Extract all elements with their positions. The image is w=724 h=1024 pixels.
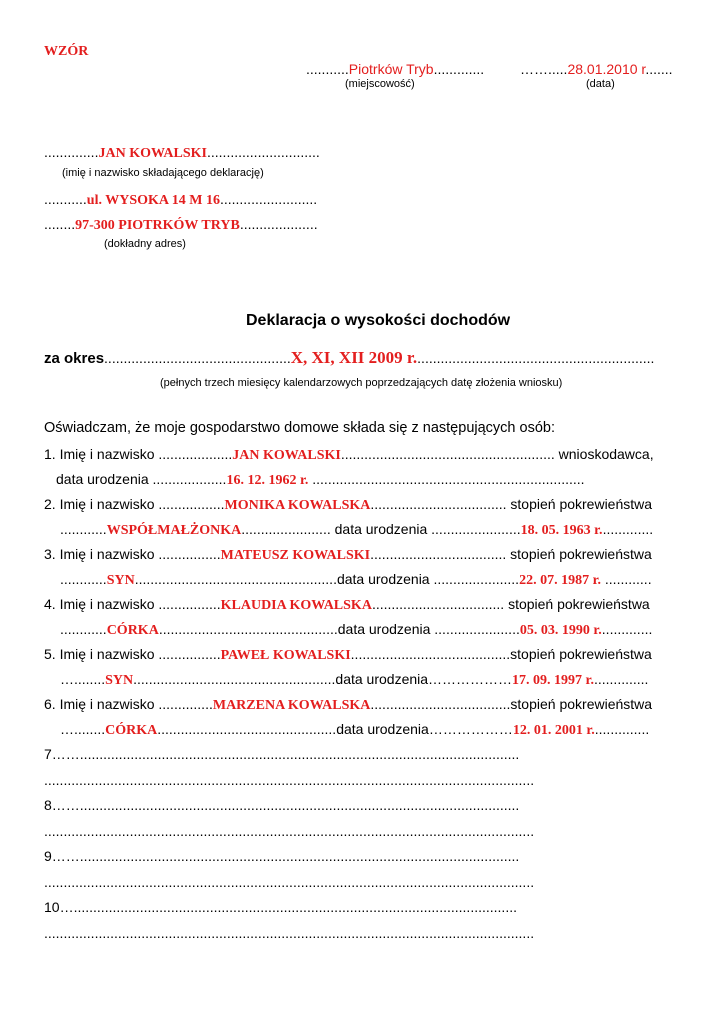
dots: ................ [158, 546, 221, 562]
person-5-rel-line [60, 672, 648, 688]
dots: .............................................. [158, 621, 338, 637]
person-number: 1. [44, 446, 56, 462]
person-6-rel-line [60, 722, 649, 738]
applicant-name-suffix: ............................. [207, 144, 320, 160]
date-caption: (data) [586, 78, 615, 90]
person-2-name-line [44, 497, 652, 513]
applicant-city-line [44, 217, 318, 233]
period-prefix-dots: ................................................ [104, 350, 291, 366]
date-suffix-dots: ....... [645, 61, 673, 77]
empty-row-7-line-2: .............................................................................................................................. [44, 773, 535, 787]
relation-label: stopień pokrewieństwa [510, 496, 653, 512]
person-name: MARZENA KOWALSKA [212, 698, 371, 713]
applicant-city: 97-300 PIOTRKÓW TRYB [75, 218, 240, 233]
dots: ....................... [241, 521, 331, 537]
document-title: Deklaracja o wysokości dochodów [246, 312, 511, 329]
person-2-rel-line [60, 522, 653, 538]
person-name: PAWEŁ KOWALSKI [220, 648, 351, 663]
dots: ……………… [428, 721, 513, 737]
date-line [520, 62, 673, 76]
place-value: Piotrków Tryb [348, 61, 434, 77]
dob-label: data urodzenia [334, 521, 428, 537]
place-line [306, 62, 484, 76]
applicant-name: JAN KOWALSKI [98, 146, 207, 161]
dots: .............. [593, 671, 649, 687]
person-name: MATEUSZ KOWALSKI [220, 548, 371, 563]
applicant-name-prefix: .............. [44, 144, 99, 160]
person-name: JAN KOWALSKI [232, 448, 341, 463]
name-label: Imię i nazwisko [59, 646, 155, 662]
dots: .............................................. [157, 721, 337, 737]
applicant-name-line [44, 145, 320, 161]
period-suffix-dots: ............................................................. [417, 350, 655, 366]
applicant-street: ul. WYSOKA 14 M 16 [86, 193, 220, 208]
dots: .............. [594, 721, 650, 737]
relation-label: stopień pokrewieństwa [508, 596, 650, 612]
person-6-name-line [44, 697, 652, 713]
person-3-rel-line [60, 572, 652, 588]
empty-row-10-line-2: .............................................................................................................................. [44, 926, 535, 940]
empty-row-9-line-1: 9……................................................................................................................. [44, 849, 520, 863]
name-label: Imię i nazwisko [59, 546, 155, 562]
dots: ....................................................... [340, 446, 555, 462]
person-relation: WSPÓŁMAŁŻONKA [106, 523, 242, 538]
dots: ............. [602, 521, 654, 537]
dots: ......................................... [350, 646, 511, 662]
person-dob: 05. 03. 1990 r. [519, 623, 602, 638]
person-4-rel-line [60, 622, 652, 638]
person-dob: 17. 09. 1997 r. [512, 673, 594, 688]
name-label: Imię i nazwisko [59, 596, 155, 612]
dob-label: data urodzenia [337, 621, 431, 637]
dots: ................. [158, 496, 225, 512]
empty-row-8-line-1: 8……................................................................................................................. [44, 798, 520, 812]
name-label: Imię i nazwisko [59, 496, 155, 512]
date-prefix-dots: ……..... [520, 61, 568, 77]
place-suffix-dots: ............. [433, 61, 485, 77]
dob-label: data urodzenia [335, 671, 429, 687]
person-1-name-line [44, 447, 654, 463]
template-label: WZÓR [44, 44, 89, 59]
person-role: wnioskodawca, [558, 446, 654, 462]
dots: …........ [60, 671, 106, 687]
person-4-name-line [44, 597, 650, 613]
dots: ............ [604, 571, 652, 587]
dots: ................... [152, 471, 227, 487]
dots: ............ [60, 571, 107, 587]
period-label: za okres [44, 350, 105, 367]
empty-row-8-line-2: .............................................................................................................................. [44, 824, 535, 838]
address-caption: (dokładny adres) [104, 238, 186, 250]
dots: ................................... [370, 496, 507, 512]
place-caption: (miejscowość) [345, 78, 415, 90]
dots: ............ [60, 621, 107, 637]
dots: ...................... [434, 621, 520, 637]
empty-row-10-line-1: 10….................................................................................................................. [44, 900, 517, 914]
empty-row-7-line-1: 7……................................................................................................................. [44, 747, 520, 761]
person-dob: 22. 07. 1987 r. [519, 573, 602, 588]
person-number: 3. [44, 546, 56, 562]
dots: ....................... [431, 521, 521, 537]
period-caption: (pełnych trzech miesięcy kalendarzowych poprzedzających datę złożenia wniosku) [160, 377, 563, 389]
person-relation: SYN [106, 573, 135, 588]
person-name: KLAUDIA KOWALSKA [220, 598, 372, 613]
person-number: 4. [44, 596, 56, 612]
dots: .............. [158, 696, 213, 712]
dots: ............ [60, 521, 107, 537]
empty-row-9-line-2: .............................................................................................................................. [44, 875, 535, 889]
period-value: X, XI, XII 2009 r. [290, 348, 418, 367]
city-suffix: .................... [239, 216, 318, 232]
dots: ...................................................................... [312, 471, 585, 487]
intro-text: Oświadczam, że moje gospodarstwo domowe składa się z następujących osób: [44, 420, 555, 436]
dots: .................................................... [133, 671, 336, 687]
person-dob: 18. 05. 1963 r. [520, 523, 603, 538]
person-number: 5. [44, 646, 56, 662]
street-prefix: ........... [44, 191, 87, 207]
dob-label: data urodzenia [56, 471, 149, 487]
person-1-dob-line [56, 472, 585, 488]
place-prefix-dots: ........... [306, 61, 349, 77]
street-suffix: ......................... [219, 191, 318, 207]
name-label: Imię i nazwisko [59, 696, 155, 712]
dob-label: data urodzenia [336, 571, 430, 587]
person-number: 6. [44, 696, 56, 712]
person-5-name-line [44, 647, 652, 663]
dots: ................ [158, 596, 221, 612]
period-line [44, 349, 654, 366]
name-label: Imię i nazwisko [59, 446, 155, 462]
applicant-street-line [44, 192, 317, 208]
person-relation: CÓRKA [105, 723, 158, 738]
applicant-name-caption: (imię i nazwisko składającego deklarację) [62, 167, 264, 179]
person-relation: SYN [105, 673, 134, 688]
dots: ................................... [370, 546, 507, 562]
dots: …........ [60, 721, 106, 737]
person-3-name-line [44, 547, 652, 563]
person-relation: CÓRKA [106, 623, 159, 638]
dots: ................... [158, 446, 233, 462]
dots: ...................... [433, 571, 520, 587]
person-dob: 16. 12. 1962 r. [226, 473, 309, 488]
dots: ……………… [428, 671, 513, 687]
relation-label: stopień pokrewieństwa [510, 696, 653, 712]
relation-label: stopień pokrewieństwa [510, 546, 652, 562]
city-prefix: ........ [44, 216, 76, 232]
dots: .................................................... [134, 571, 337, 587]
dots: .................................. [371, 596, 505, 612]
dots: ................ [158, 646, 221, 662]
person-name: MONIKA KOWALSKA [224, 498, 371, 513]
person-number: 2. [44, 496, 56, 512]
date-value: 28.01.2010 r [567, 61, 646, 77]
person-dob: 12. 01. 2001 r. [512, 723, 595, 738]
dob-label: data urodzenia [336, 721, 429, 737]
dots: ............. [601, 621, 653, 637]
relation-label: stopień pokrewieństwa [510, 646, 652, 662]
dots: .................................... [370, 696, 511, 712]
